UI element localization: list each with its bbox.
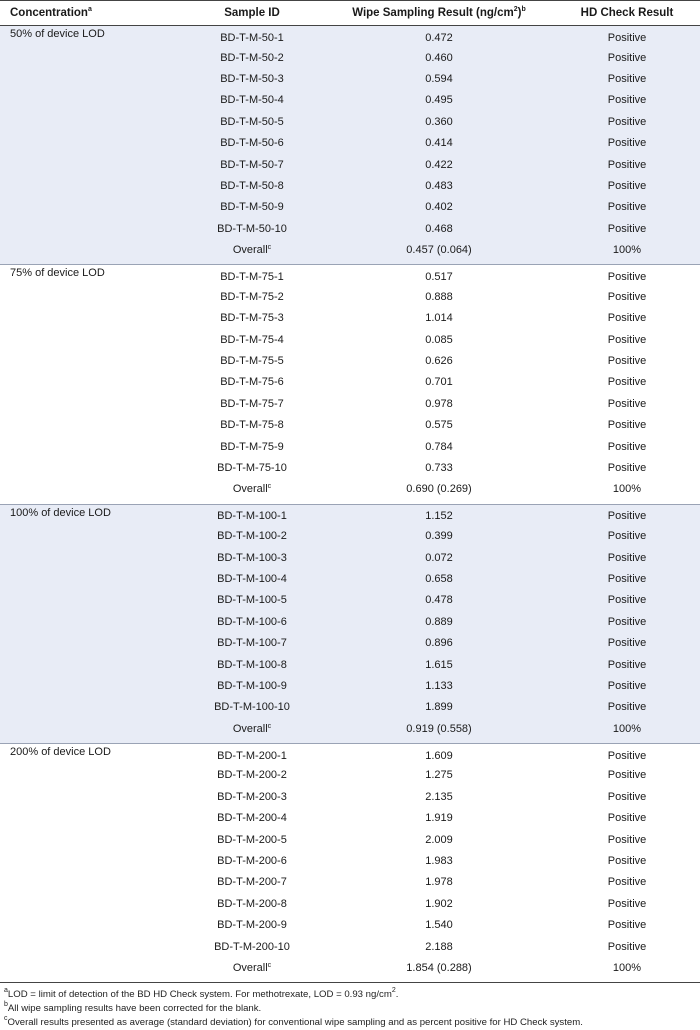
hd-check-cell: Positive [554, 612, 700, 633]
header-wipe-result [324, 1, 554, 26]
wipe-result-cell: 0.072 [324, 547, 554, 568]
concentration-cell [0, 526, 180, 547]
table-row [0, 612, 700, 633]
wipe-result-cell: 0.483 [324, 176, 554, 197]
table-row [0, 547, 700, 568]
sample-id-cell: BD-T-M-100-7 [180, 633, 324, 654]
hd-check-cell: Positive [554, 133, 700, 154]
sample-id-cell: BD-T-M-75-6 [220, 376, 284, 389]
sample-id-cell: BD-T-M-100-4 [180, 569, 324, 590]
hd-check-cell: Positive [554, 26, 700, 48]
concentration-cell [0, 719, 180, 744]
table-row [0, 458, 700, 479]
hd-check-cell: Positive [554, 112, 700, 133]
concentration-cell [0, 829, 180, 850]
table-row [0, 133, 700, 154]
hd-check-cell: Positive [554, 743, 700, 765]
table-row [0, 526, 700, 547]
concentration-cell [0, 676, 180, 697]
concentration-cell [0, 287, 180, 308]
hd-check-cell: Positive [607, 376, 647, 389]
table-row [0, 112, 700, 133]
table-row [0, 372, 700, 393]
overall-wipe-cell: 1.854 (0.288) [324, 958, 554, 983]
hd-check-cell: Positive [607, 312, 647, 325]
hd-check-cell: Positive [554, 504, 700, 526]
sample-id-cell: BD-T-M-75-4 [220, 333, 284, 346]
concentration-cell [0, 590, 180, 611]
concentration-cell [0, 654, 180, 675]
wipe-result-cell: 0.399 [324, 526, 554, 547]
sample-id-cell: BD-T-M-100-3 [180, 547, 324, 568]
hd-check-cell: Positive [554, 654, 700, 675]
table-row [0, 894, 700, 915]
concentration-cell [0, 394, 180, 415]
table-row [0, 654, 700, 675]
concentration-cell [0, 633, 180, 654]
footnote-a-exponent: 2 [391, 987, 396, 995]
concentration-cell: 75% of device LOD [0, 265, 180, 287]
sample-id-cell: BD-T-M-50-10 [180, 219, 324, 240]
hd-check-cell: Positive [607, 769, 647, 782]
sample-id-cell: BD-T-M-200-10 [214, 940, 290, 953]
table-row [0, 308, 700, 329]
sample-id-cell: BD-T-M-100-9 [180, 676, 324, 697]
footnote-marker-b: b [521, 6, 526, 13]
hd-check-cell: Positive [554, 569, 700, 590]
footnote-b-mark: b [4, 1001, 8, 1009]
hd-check-cell: Positive [554, 219, 700, 240]
table-row [0, 504, 700, 526]
overall-row [0, 958, 700, 983]
hd-check-cell: Positive [554, 547, 700, 568]
concentration-cell [0, 851, 180, 872]
wipe-result-cell: 1.133 [324, 676, 554, 697]
sample-id-cell: BD-T-M-50-8 [180, 176, 324, 197]
sample-id-cell: BD-T-M-50-1 [180, 26, 324, 48]
footnote-a-end: . [395, 989, 399, 1001]
hd-check-cell: Positive [554, 526, 700, 547]
overall-hd-cell: 100% [554, 958, 700, 983]
footnote-marker-c: c [267, 244, 272, 252]
sample-id-cell: BD-T-M-75-2 [220, 290, 284, 303]
table-row [0, 154, 700, 175]
header-concentration-label: Concentration [10, 7, 88, 19]
wipe-result-cell: 0.594 [324, 69, 554, 90]
table-row [0, 808, 700, 829]
sample-id-cell: BD-T-M-100-2 [180, 526, 324, 547]
sample-id-cell: BD-T-M-200-1 [180, 743, 324, 765]
wipe-result-cell: 1.978 [425, 876, 453, 889]
wipe-result-cell: 1.014 [425, 312, 453, 325]
concentration-cell [0, 808, 180, 829]
hd-check-cell: Positive [607, 333, 647, 346]
sample-id-cell: BD-T-M-200-3 [217, 790, 287, 803]
wipe-result-cell: 0.658 [324, 569, 554, 590]
wipe-result-cell: 0.896 [324, 633, 554, 654]
table-row [0, 936, 700, 957]
footnote-marker-c: c [267, 722, 272, 730]
overall-label: Overall [232, 722, 268, 735]
sample-id-cell: BD-T-M-200-4 [217, 812, 287, 825]
hd-check-cell: Positive [554, 176, 700, 197]
wipe-result-cell: 0.360 [324, 112, 554, 133]
hd-check-cell: Positive [554, 697, 700, 718]
wipe-result-cell: 1.902 [425, 897, 453, 910]
concentration-cell [0, 872, 180, 893]
hd-check-cell: Positive [607, 462, 647, 474]
hd-check-cell: Positive [607, 897, 647, 910]
hd-check-cell: Positive [554, 197, 700, 218]
concentration-cell [0, 915, 180, 936]
concentration-cell [0, 308, 180, 329]
hd-check-cell: Positive [607, 790, 647, 803]
wipe-result-cell: 0.978 [425, 397, 453, 410]
wipe-result-cell: 1.275 [425, 769, 453, 782]
wipe-result-cell: 0.460 [324, 47, 554, 68]
concentration-cell [0, 47, 180, 68]
sample-id-cell: BD-T-M-50-6 [180, 133, 324, 154]
hd-check-cell: Positive [554, 265, 700, 287]
concentration-cell [0, 415, 180, 436]
wipe-result-cell: 1.540 [425, 919, 453, 932]
table-row [0, 569, 700, 590]
footnote-a-mark: a [4, 987, 8, 995]
wipe-result-cell: 0.889 [324, 612, 554, 633]
sample-id-cell: BD-T-M-100-6 [180, 612, 324, 633]
table-row [0, 676, 700, 697]
overall-hd-cell: 100% [554, 240, 700, 265]
overall-wipe-cell: 0.690 (0.269) [406, 483, 472, 496]
wipe-result-cell: 2.135 [425, 790, 453, 803]
wipe-result-cell: 0.468 [324, 219, 554, 240]
sample-id-cell: BD-T-M-200-9 [217, 919, 287, 932]
overall-label-cell [180, 719, 324, 744]
footnote-marker-c: c [267, 961, 272, 969]
table-row [0, 26, 700, 48]
table-row [0, 394, 700, 415]
sample-id-cell: BD-T-M-100-1 [180, 504, 324, 526]
concentration-cell [0, 787, 180, 808]
wipe-result-cell: 0.517 [324, 265, 554, 287]
hd-check-cell: Positive [607, 440, 647, 453]
overall-label-cell [180, 240, 324, 265]
footnote-marker-a: a [87, 6, 92, 13]
header-sample-id: Sample ID [180, 1, 324, 26]
concentration-cell [0, 547, 180, 568]
concentration-cell [0, 219, 180, 240]
hd-check-cell: Positive [554, 590, 700, 611]
concentration-cell [0, 133, 180, 154]
table-row [0, 69, 700, 90]
table-row [0, 90, 700, 111]
concentration-cell [0, 458, 180, 479]
concentration-cell [0, 351, 180, 372]
sample-id-cell: BD-T-M-75-10 [217, 462, 287, 474]
sample-id-cell: BD-T-M-200-7 [217, 876, 287, 889]
table-row [0, 743, 700, 765]
overall-label: Overall [232, 961, 268, 974]
concentration-cell [0, 90, 180, 111]
overall-wipe-cell: 0.457 (0.064) [324, 240, 554, 265]
footnote-b [4, 1002, 696, 1016]
header-wipe-label: Wipe Sampling Result (ng/cm [352, 7, 514, 19]
table-row [0, 436, 700, 457]
overall-row [0, 479, 700, 504]
sample-id-cell: BD-T-M-75-5 [220, 355, 284, 368]
table-row [0, 829, 700, 850]
table-row [0, 197, 700, 218]
overall-hd-cell: 100% [612, 483, 642, 496]
concentration-cell [0, 69, 180, 90]
sample-id-cell: BD-T-M-100-10 [180, 697, 324, 718]
table-row [0, 415, 700, 436]
wipe-result-cell: 0.085 [425, 333, 453, 346]
concentration-cell [0, 176, 180, 197]
sample-id-cell: BD-T-M-200-2 [217, 769, 287, 782]
sample-id-cell: BD-T-M-75-7 [220, 397, 284, 410]
concentration-cell [0, 329, 180, 350]
sample-id-cell: BD-T-M-75-9 [220, 440, 284, 453]
table-row [0, 872, 700, 893]
footnote-c-mark: c [4, 1015, 8, 1022]
table-row [0, 851, 700, 872]
sample-id-cell: BD-T-M-50-9 [180, 197, 324, 218]
sample-id-cell: BD-T-M-100-8 [180, 654, 324, 675]
hd-check-cell: Positive [554, 676, 700, 697]
sample-id-cell: BD-T-M-50-7 [180, 154, 324, 175]
table-row [0, 590, 700, 611]
wipe-result-cell: 1.609 [324, 743, 554, 765]
sample-id-cell: BD-T-M-75-8 [220, 419, 284, 432]
sample-id-cell: BD-T-M-200-8 [217, 897, 287, 910]
hd-check-cell: Positive [607, 419, 647, 432]
overall-hd-cell: 100% [554, 719, 700, 744]
concentration-cell [0, 569, 180, 590]
hd-check-cell: Positive [607, 397, 647, 410]
group-75 [0, 265, 700, 504]
wipe-result-cell: 0.422 [324, 154, 554, 175]
hd-check-cell: Positive [607, 876, 647, 889]
concentration-cell [0, 936, 180, 957]
group-50 [0, 26, 700, 265]
concentration-cell [0, 112, 180, 133]
wipe-result-cell: 0.784 [425, 440, 453, 453]
sample-id-cell: BD-T-M-50-3 [180, 69, 324, 90]
overall-row [0, 719, 700, 744]
overall-label-cell [180, 958, 324, 983]
hd-check-cell: Positive [554, 633, 700, 654]
concentration-cell [0, 765, 180, 786]
footnote-c [4, 1016, 696, 1030]
hd-check-cell: Positive [554, 69, 700, 90]
table-row [0, 351, 700, 372]
hd-check-cell: Positive [554, 154, 700, 175]
wipe-result-cell: 1.152 [324, 504, 554, 526]
wipe-result-cell: 0.701 [425, 376, 453, 389]
hd-check-cell: Positive [607, 940, 647, 953]
group-100 [0, 504, 700, 743]
table-row [0, 765, 700, 786]
wipe-result-cell: 0.402 [324, 197, 554, 218]
concentration-cell [0, 697, 180, 718]
header-wipe-close: ) [517, 7, 522, 19]
header-row [0, 1, 700, 26]
hd-check-cell: Positive [554, 90, 700, 111]
concentration-cell: 50% of device LOD [0, 26, 180, 48]
overall-label-cell [180, 479, 324, 504]
wipe-result-cell: 0.472 [324, 26, 554, 48]
hd-check-cell: Positive [607, 833, 647, 846]
hd-check-cell: Positive [607, 919, 647, 932]
table-row [0, 287, 700, 308]
sample-id-cell: BD-T-M-75-1 [180, 265, 324, 287]
wipe-result-cell: 2.009 [425, 833, 453, 846]
concentration-cell: 100% of device LOD [0, 504, 180, 526]
sample-id-cell: BD-T-M-100-5 [180, 590, 324, 611]
wipe-result-cell: 0.478 [324, 590, 554, 611]
wipe-result-cell: 2.188 [425, 940, 453, 953]
footnote-c-text: Overall results presented as average (standard deviation) for conventional wipe sampling and as percent positive for HD Check system. [7, 1017, 583, 1028]
concentration-cell [0, 479, 180, 504]
footnote-marker-c: c [267, 483, 272, 491]
group-200 [0, 743, 700, 982]
concentration-cell: 200% of device LOD [0, 743, 180, 765]
concentration-cell [0, 958, 180, 983]
table-row [0, 633, 700, 654]
table-header [0, 1, 700, 26]
table-row [0, 265, 700, 287]
overall-label: Overall [232, 483, 268, 496]
table-row [0, 219, 700, 240]
concentration-cell [0, 154, 180, 175]
table-row [0, 787, 700, 808]
wipe-result-cell: 0.733 [425, 462, 453, 474]
footnote-a [4, 988, 696, 1002]
footnote-a-text: LOD = limit of detection of the BD HD Check system. For methotrexate, LOD = 0.93 ng/cm [7, 989, 392, 1001]
table-row [0, 915, 700, 936]
table-row [0, 329, 700, 350]
hd-check-cell: Positive [607, 355, 647, 368]
overall-label: Overall [232, 244, 268, 257]
concentration-cell [0, 612, 180, 633]
overall-wipe-cell: 0.919 (0.558) [324, 719, 554, 744]
footnotes [0, 983, 700, 1030]
overall-row [0, 240, 700, 265]
header-wipe-exponent: 2 [513, 6, 518, 13]
wipe-result-cell: 1.983 [425, 855, 453, 868]
hd-check-cell: Positive [554, 47, 700, 68]
footnote-b-text: All wipe sampling results have been corrected for the blank. [7, 1003, 262, 1015]
concentration-cell [0, 240, 180, 265]
sample-id-cell: BD-T-M-75-3 [220, 312, 284, 325]
table-row [0, 176, 700, 197]
hd-check-cell: Positive [607, 812, 647, 825]
hd-check-cell: Positive [607, 855, 647, 868]
sample-id-cell: BD-T-M-50-2 [180, 47, 324, 68]
sample-id-cell: BD-T-M-200-5 [217, 833, 287, 846]
wipe-result-cell: 0.495 [324, 90, 554, 111]
wipe-result-cell: 0.626 [425, 355, 453, 368]
hd-check-cell: Positive [607, 290, 647, 303]
header-hd-check: HD Check Result [554, 1, 700, 26]
concentration-cell [0, 436, 180, 457]
sample-id-cell: BD-T-M-200-6 [217, 855, 287, 868]
concentration-cell [0, 894, 180, 915]
concentration-cell [0, 197, 180, 218]
table-row [0, 697, 700, 718]
header-concentration [0, 1, 180, 26]
table-row [0, 47, 700, 68]
wipe-result-cell: 0.575 [425, 419, 453, 432]
sample-id-cell: BD-T-M-50-4 [180, 90, 324, 111]
sample-id-cell: BD-T-M-50-5 [180, 112, 324, 133]
wipe-result-cell: 1.615 [324, 654, 554, 675]
concentration-cell [0, 372, 180, 393]
wipe-result-cell: 1.919 [425, 812, 453, 825]
wipe-result-cell: 0.888 [425, 290, 453, 303]
wipe-result-cell: 0.414 [324, 133, 554, 154]
wipe-result-cell: 1.899 [324, 697, 554, 718]
